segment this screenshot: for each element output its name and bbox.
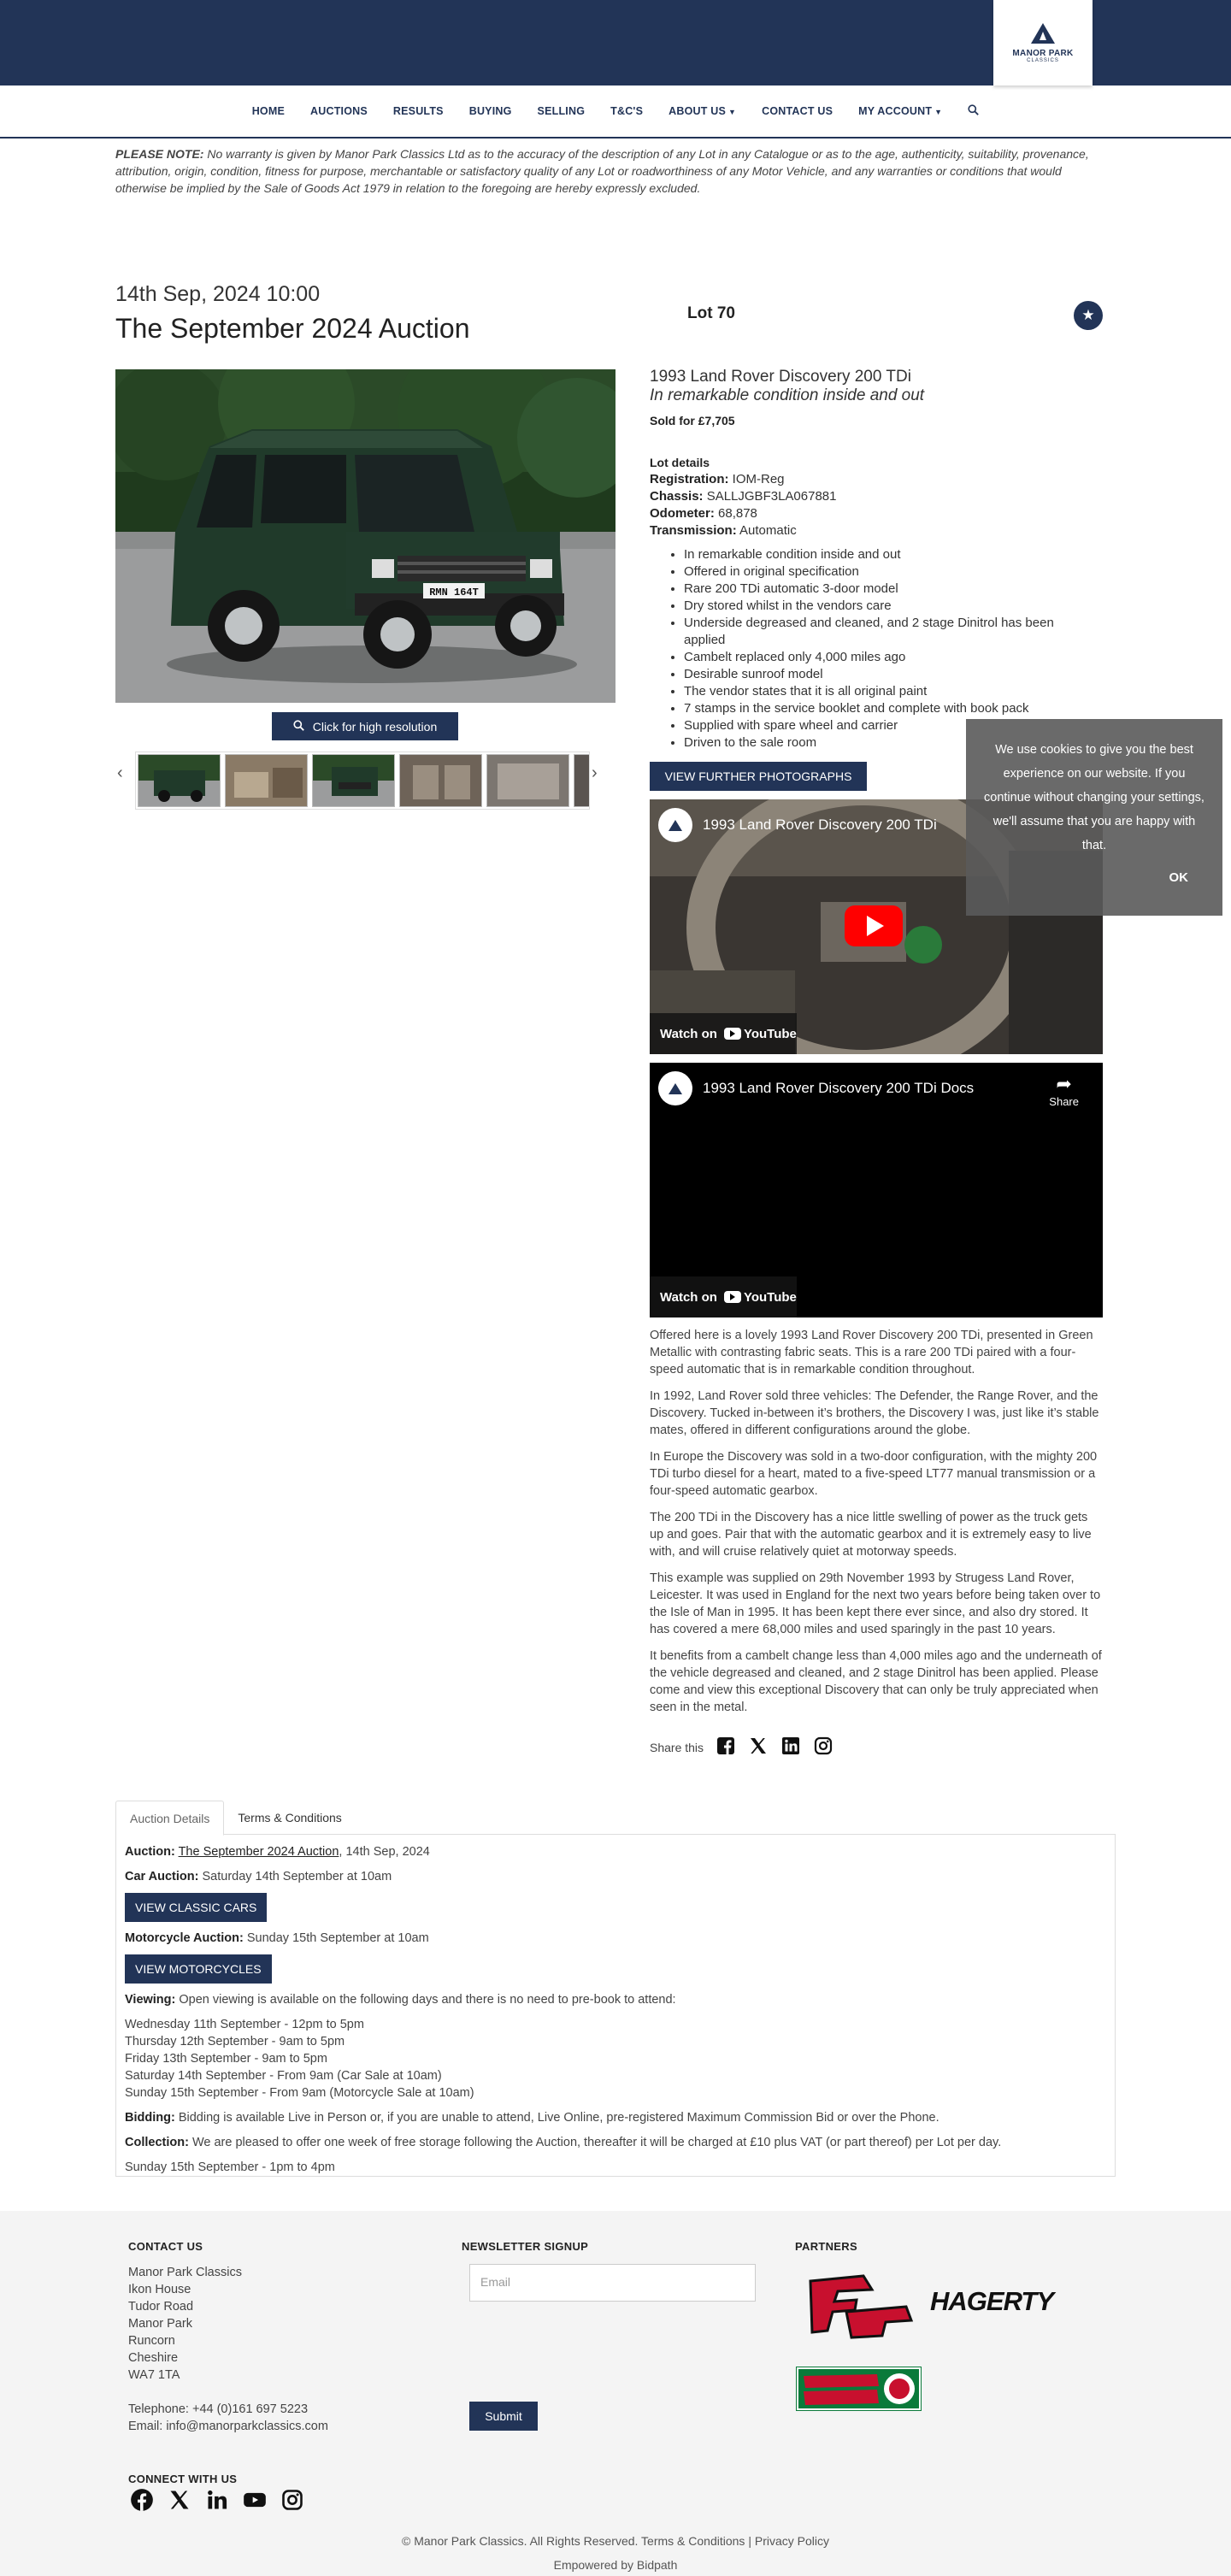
list-item: • Dry stored whilst in the vendors care [684,598,1077,615]
youtube-logo-icon [724,1290,797,1305]
disclaimer-label: PLEASE NOTE: [115,147,204,161]
viewing-day: Saturday 14th September - From 9am (Car Sale at 10am) [125,2069,442,2083]
spec-value: SALLJGBF3LA067881 [703,489,837,504]
spec-label: Chassis: [650,489,704,504]
watch-on-youtube-button[interactable] [650,1013,797,1054]
cookie-notice [966,719,1222,916]
auction-label: Auction: [125,1845,175,1859]
list-item: • Cambelt replaced only 4,000 miles ago [684,649,1077,666]
youtube-video-player[interactable] [650,1063,1103,1317]
nav-contact-us[interactable]: CONTACT US [762,105,833,117]
car-auction-label: Car Auction: [125,1870,199,1883]
play-button-icon[interactable] [845,905,903,946]
newsletter-submit-button[interactable]: Submit [469,2402,538,2431]
site-logo[interactable] [993,0,1093,85]
viewing-day: Thursday 12th September - 9am to 5pm [125,2035,345,2048]
address-line: Manor Park Classics [128,2266,242,2279]
spec-odometer [650,505,1103,522]
auction-tabs [115,1801,1116,1835]
linkedin-icon[interactable] [205,2488,229,2514]
viewing-label: Viewing: [125,1993,176,2007]
lot-description [650,1327,1103,1725]
chevron-right-icon[interactable]: › [592,763,598,782]
logo-subtext: CLASSICS [1027,57,1059,63]
collection-time-line: Sunday 15th September - 1pm to 4pm [125,2160,335,2174]
nav-selling[interactable]: SELLING [537,105,586,117]
collection-line [125,2134,1106,2151]
hagerty-logo[interactable]: HAGERTY [930,2286,1054,2316]
fast-and-furious-logo[interactable] [804,2272,915,2341]
spec-label: Registration: [650,472,729,486]
auction-details-panel [115,1835,1116,2177]
tab-auction-details[interactable]: Auction Details [115,1801,224,1836]
list-item: • Rare 200 TDi automatic 3-door model [684,581,1077,598]
logo-mark-icon [1031,23,1055,44]
list-item: • The vendor states that it is all original paint [684,683,1077,700]
nav-my-account-label: MY ACCOUNT [858,105,933,117]
video-title[interactable]: 1993 Land Rover Discovery 200 TDi Docs [703,1080,975,1096]
share-label: Share this [650,1740,704,1754]
video-title[interactable]: 1993 Land Rover Discovery 200 TDi [703,816,937,833]
viewing-day: Friday 13th September - 9am to 5pm [125,2052,327,2066]
nav-about-us[interactable] [656,105,749,117]
spec-chassis [650,488,1103,505]
motorcycle-auction-line [125,1930,1106,1947]
spec-value: 68,878 [714,506,757,521]
logo-text: MANOR PARK [1012,48,1074,58]
share-bar [650,1736,833,1759]
nav-buying[interactable]: BUYING [468,105,512,117]
address-line: Runcorn [128,2334,175,2348]
facebook-icon[interactable] [716,1736,736,1759]
auction-line-date: , 14th Sep, 2024 [339,1845,430,1859]
viewing-line [125,1991,1106,2008]
instagram-icon[interactable] [813,1736,833,1759]
nav-auctions[interactable]: AUCTIONS [310,105,368,117]
search-icon [293,720,304,734]
motorcycle-auction-value: Sunday 15th September at 10am [243,1931,429,1945]
watch-on-label: Watch on [660,1289,717,1305]
copyright-line: © Manor Park Classics. All Rights Reserved. Terms & Conditions | Privacy Policy [402,2534,829,2548]
share-button[interactable] [1049,1073,1079,1108]
contact-heading: CONTACT US [128,2240,203,2253]
auction-title: The September 2024 Auction [115,313,470,344]
cookie-ok-button[interactable]: OK [1169,870,1188,885]
copyright-text: © Manor Park Classics. All Rights Reserved. [402,2534,639,2548]
watch-on-label: Watch on [660,1026,717,1041]
viewing-day: Wednesday 11th September - 12pm to 5pm [125,2018,364,2031]
terms-link[interactable]: Terms & Conditions [641,2534,745,2548]
footer-email[interactable]: Email: info@manorparkclassics.com [128,2420,328,2433]
address-line: WA7 1TA [128,2368,180,2382]
social-links [130,2488,304,2514]
spec-registration [650,471,1103,488]
disclaimer-text: No warranty is given by Manor Park Classics Ltd as to the accuracy of the description of any Lot in any Catalogue or as to the age, authenticity, suitability, provenance, attribution, origin, condition, fitness for purpose, merchantable or satisfactory quality of any Lot or roadworthiness of any Motor Vehicle, and any warranties or conditions that would otherwise be implied by the Sale of Goods Act 1979 in relation to the foregoing are hereby expressly excluded. [115,147,1089,195]
nav-home[interactable]: HOME [251,105,286,117]
site-footer [0,2211,1231,2576]
car-auction-value: Saturday 14th September at 10am [198,1870,392,1883]
x-twitter-icon[interactable] [168,2488,191,2514]
bidding-line [125,2109,1106,2126]
tab-terms-conditions[interactable]: Terms & Conditions [238,1811,342,1824]
caret-down-icon: ▼ [728,108,737,116]
star-icon: ★ [1081,307,1095,323]
lot-details-heading: Lot details [650,456,710,469]
thumbnail-front[interactable] [312,754,395,807]
caret-down-icon: ▼ [934,108,943,116]
share-label: Share [1049,1095,1079,1108]
nav-my-account[interactable] [845,105,955,117]
spec-value: IOM-Reg [728,472,785,486]
list-item: • 7 stamps in the service booklet and complete with book pack [684,700,1077,717]
address-line: Cheshire [128,2351,179,2365]
youtube-logo-text: YouTube [743,1289,797,1305]
facebook-icon[interactable] [130,2488,154,2514]
thumbnail-seats[interactable] [399,754,482,807]
channel-avatar[interactable] [658,808,692,842]
spec-label: Odometer: [650,506,715,521]
youtube-icon[interactable] [243,2488,267,2514]
video-header [658,1071,974,1105]
collection-value: We are pleased to offer one week of free storage following the Auction, thereafter it will be charged at £10 plus VAT (or part thereof) per Lot per day. [188,2136,1002,2149]
instagram-icon[interactable] [280,2488,304,2514]
list-item: • Desirable sunroof model [684,666,1077,683]
address-line: Ikon House [128,2283,191,2296]
nav-terms[interactable]: T&C'S [610,105,644,117]
watch-lot-star-button[interactable] [1074,301,1103,330]
main-lot-photo[interactable] [115,369,616,703]
auction-line [125,1843,1106,1860]
viewing-days [125,2016,1106,2101]
list-item: • Underside degreased and cleaned, and 2 stage Dinitrol has been applied [684,615,1077,649]
search-icon[interactable] [955,104,992,118]
nav-about-us-label: ABOUT US [669,105,727,117]
youtube-logo-text: YouTube [743,1026,797,1041]
lot-title: 1993 Land Rover Discovery 200 TDi [650,368,911,386]
disclaimer [115,145,1116,197]
view-classic-cars-button[interactable]: VIEW CLASSIC CARS [125,1893,267,1922]
nav-results[interactable]: RESULTS [392,105,444,117]
thumbnail-boot[interactable] [486,754,569,807]
empowered-by[interactable]: Empowered by Bidpath [553,2558,678,2572]
castrol-classic-oils-logo[interactable] [797,2367,921,2410]
partners-heading: PARTNERS [795,2240,857,2253]
spec-label: Transmission: [650,523,737,538]
top-bar [0,0,1231,85]
list-item: • Supplied with spare wheel and carrier [684,717,1077,734]
footer-address [128,2264,328,2435]
address-line: Tudor Road [128,2300,194,2314]
bidding-value: Bidding is available Live in Person or, if you are unable to attend, Live Online, pre-registered Maximum Commission Bid or over the Phone. [174,2111,939,2125]
motorcycle-auction-label: Motorcycle Auction: [125,1931,244,1945]
collection-label: Collection: [125,2136,189,2149]
cookie-text: We use cookies to give you the best experience on our website. If you continue without changing your settings, we'll assume that you are happy with that. [984,743,1204,852]
thumbnail-strip [135,752,590,810]
number-plate: RMN 164T [429,587,479,598]
bidding-label: Bidding: [125,2111,175,2125]
list-item: • Driven to the sale room [684,734,1077,752]
chevron-left-icon[interactable]: ‹ [117,763,123,782]
car-auction-line [125,1868,1106,1885]
auction-link[interactable]: The September 2024 Auction [178,1845,339,1859]
main-nav [0,85,1231,139]
privacy-link[interactable]: Privacy Policy [754,2534,829,2548]
watch-on-youtube-button[interactable] [650,1276,797,1317]
spec-transmission [650,522,1103,539]
spec-value: Automatic [736,523,797,538]
thumbnail-interior[interactable] [225,754,308,807]
footer-telephone[interactable]: Telephone: +44 (0)161 697 5223 [128,2402,309,2416]
share-arrow-icon: ➦ [1056,1073,1072,1094]
description-paragraph: It benefits from a cambelt change less than 4,000 miles ago and the underneath of the vehicle degreased and cleaned, and 2 stage Dinitrol has been applied. Please come and view this exceptional Discovery that can only be truly appreciated when seen in the metal. [650,1649,1102,1714]
channel-avatar[interactable] [658,1071,692,1105]
list-item: • Offered in original specification [684,563,1077,581]
linkedin-icon[interactable] [780,1736,801,1759]
description-paragraph: This example was supplied on 29th November 1993 by Strugess Land Rover, Leicester. It was used in England for the next two years before being taken over to the Isle of Man in 1995. It has been kept there ever since, and also dry stored. It has covered a mere 68,000 miles and used sparingly in the past 10 years. [650,1571,1101,1636]
auction-date: 14th Sep, 2024 10:00 [115,282,321,306]
thumbnail-exterior[interactable] [138,754,221,807]
youtube-logo-icon [724,1027,797,1041]
view-further-photographs-button[interactable]: VIEW FURTHER PHOTOGRAPHS [650,762,867,791]
viewing-value: Open viewing is available on the following days and there is no need to pre-book to attend: [175,1993,676,2007]
thumbnail-detail[interactable] [574,754,590,807]
newsletter-email-input[interactable]: Email [469,2264,756,2302]
high-resolution-button[interactable] [272,712,458,740]
list-item: • In remarkable condition inside and out [684,546,1077,563]
description-paragraph: Offered here is a lovely 1993 Land Rover Discovery 200 TDi, presented in Green Metallic with contrasting fabric seats. This is a rare 200 TDi paired with a four-speed automatic that is in remarkable condition throughout. [650,1329,1093,1376]
description-paragraph: In 1992, Land Rover sold three vehicles: The Defender, the Range Rover, and the Discovery. Tucked in-between it’s brothers, the Discovery I was, just like it’s stable mates, offered in different configurations around the globe. [650,1389,1099,1437]
description-paragraph: In Europe the Discovery was sold in a two-door configuration, with the mighty 200 TDi turbo diesel for a heart, mated to a five-speed LT77 manual transmission or a four-speed automatic gearbox. [650,1450,1098,1498]
lot-number: Lot 70 [687,304,735,322]
newsletter-heading: NEWSLETTER SIGNUP [462,2240,589,2253]
viewing-day: Sunday 15th September - From 9am (Motorcycle Sale at 10am) [125,2086,474,2100]
sold-price: Sold for £7,705 [650,414,735,427]
x-twitter-icon[interactable] [748,1736,769,1759]
high-resolution-label: Click for high resolution [312,719,438,734]
view-motorcycles-button[interactable]: VIEW MOTORCYCLES [125,1954,272,1984]
address-line: Manor Park [128,2317,192,2331]
video-header [658,808,937,842]
connect-heading: CONNECT WITH US [128,2473,238,2485]
lot-subtitle: In remarkable condition inside and out [650,386,925,404]
description-paragraph: The 200 TDi in the Discovery has a nice little swelling of power as the truck gets up and goes. Pair that with the automatic gearbox and it is extremely easy to live with, and will cruise relatively quiet at motorway speeds. [650,1511,1092,1559]
